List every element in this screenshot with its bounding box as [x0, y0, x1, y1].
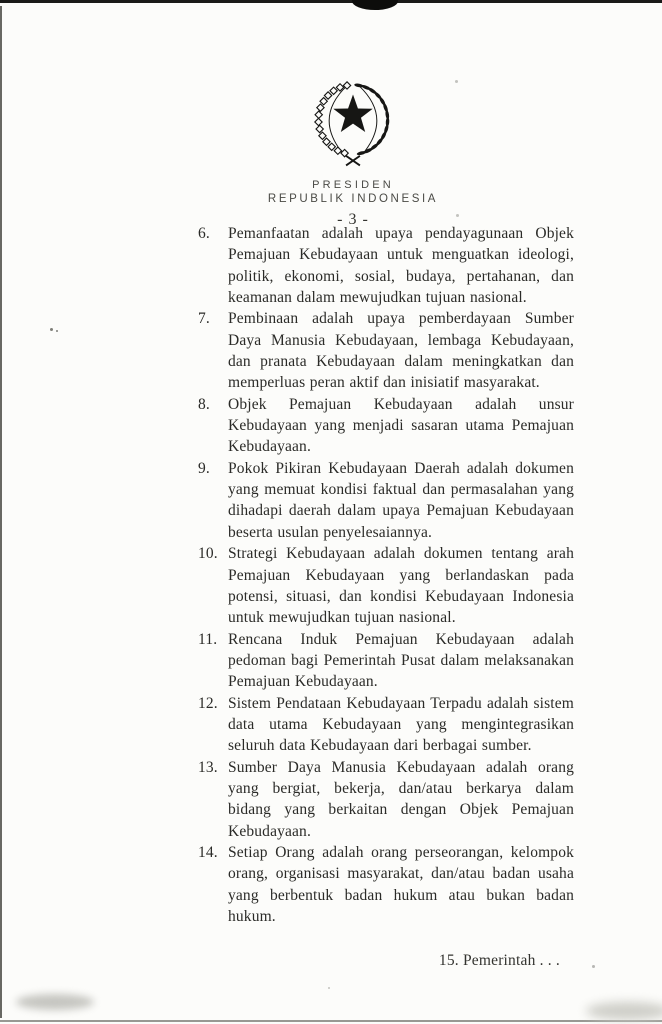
item-number: 11. — [198, 630, 218, 648]
scan-artifact-smudge-bottom-left — [16, 994, 94, 1010]
item-text: Rencana Induk Pemajuan Kebudayaan adalah pedoman bagi Pemerintah Pusat dalam melaksanakan Pemajuan Kebudayaan. — [228, 630, 574, 691]
item-number: 13. — [198, 758, 218, 776]
page-number: - 3 - — [337, 211, 369, 228]
item-text: Objek Pemajuan Kebudayaan adalah unsur Kebudayaan yang menjadi sasaran utama Pemajuan Kebudayaan. — [228, 395, 574, 456]
scan-artifact-speck — [56, 330, 58, 332]
list-item — [198, 458, 574, 543]
item-number: 9. — [198, 459, 210, 477]
item-text: Sistem Pendataan Kebudayaan Terpadu adalah sistem data utama Kebudayaan yang mengintegrasikan seluruh data Kebudayaan dari berbagai sumber. — [228, 694, 574, 755]
item-text: Pemanfaatan adalah upaya pendayagunaan Objek Pemajuan Kebudayaan untuk menguatkan ideologi, politik, ekonomi, sosial, budaya, pertahanan, dan keamanan dalam mewujudkan tujuan nasional. — [228, 225, 574, 307]
scan-artifact-smudge-bottom-right — [586, 1002, 662, 1020]
list-item — [198, 223, 574, 308]
scan-artifact-top-blob — [352, 0, 398, 10]
item-number: 8. — [198, 395, 210, 413]
definition-list — [198, 223, 574, 927]
item-text: Pembinaan adalah upaya pemberdayaan Sumber Daya Manusia Kebudayaan, lembaga Kebudayaan, dan pranata Kebudayaan dalam meningkatkan dan memperluas peran aktif dan inisiatif masyarakat. — [228, 310, 574, 392]
item-number: 12. — [198, 694, 218, 712]
scan-artifact-left-edge — [0, 6, 2, 1018]
item-text: Sumber Daya Manusia Kebudayaan adalah orang yang bergiat, bekerja, dan/atau berkarya dalam bidang yang berkaitan dengan Objek Pemajuan Kebudayaan. — [228, 758, 574, 840]
list-item — [198, 842, 574, 927]
catchword: 15. Pemerintah . . . — [438, 952, 560, 969]
item-number: 6. — [198, 225, 210, 242]
scan-artifact-speck — [592, 965, 595, 968]
list-item — [198, 543, 574, 628]
item-number: 14. — [198, 843, 218, 861]
list-item — [198, 757, 574, 842]
item-number: 7. — [198, 310, 210, 328]
letterhead — [22, 78, 662, 229]
scan-artifact-speck — [328, 987, 330, 989]
list-item — [198, 308, 574, 393]
presidential-star-wreath-icon — [307, 78, 399, 168]
scan-artifact-top-border — [0, 0, 662, 3]
letterhead-institution-line2: REPUBLIK INDONESIA — [267, 193, 439, 205]
scan-artifact-bottom-edge — [0, 1020, 662, 1022]
letterhead-institution-line1: PRESIDEN — [312, 179, 394, 191]
list-item — [198, 629, 574, 693]
scan-artifact-speck — [50, 328, 53, 331]
item-text: Setiap Orang adalah orang perseorangan, kelompok orang, organisasi masyarakat, dan/atau badan usaha yang berbentuk badan hukum atau bukan badan hukum. — [228, 843, 574, 925]
item-number: 10. — [198, 545, 218, 563]
list-item — [198, 394, 574, 458]
item-text: Strategi Kebudayaan adalah dokumen tentang arah Pemajuan Kebudayaan yang berlandaskan pada potensi, situasi, dan kondisi Kebudayaan Indonesia untuk mewujudkan tujuan nasional. — [228, 545, 574, 627]
item-text: Pokok Pikiran Kebudayaan Daerah adalah dokumen yang memuat kondisi faktual dan permasalahan yang dihadapi daerah dalam upaya Pemajuan Kebudayaan beserta usulan penyelesaiannya. — [228, 459, 574, 541]
list-item — [198, 693, 574, 757]
